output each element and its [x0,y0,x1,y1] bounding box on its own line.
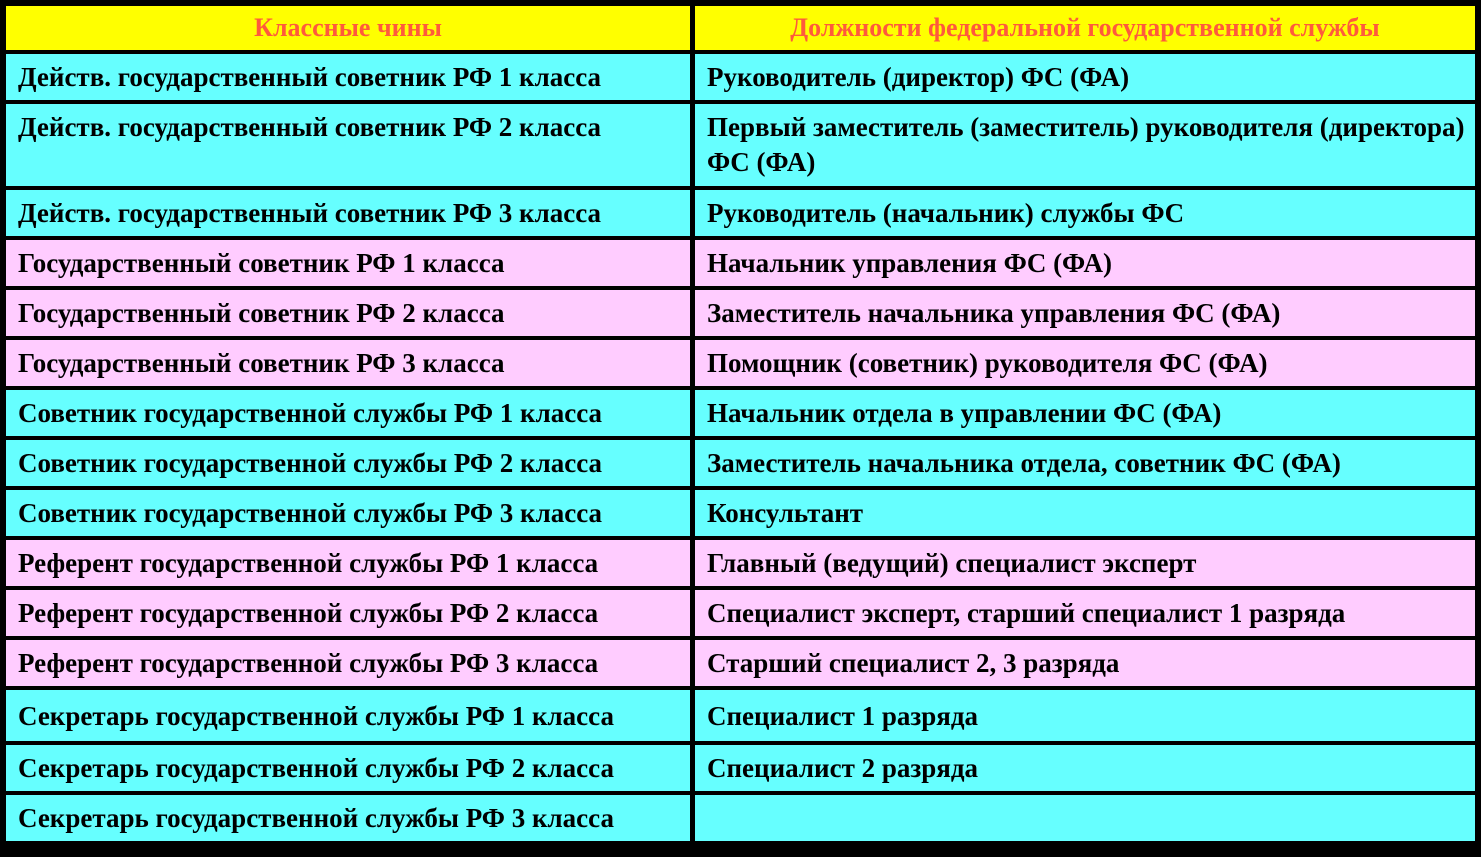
table-row [4,388,1477,438]
rank-cell: Действ. государственный советник РФ 3 класса [4,188,693,238]
rank-cell: Советник государственной службы РФ 1 класса [4,388,693,438]
header-class-ranks: Классные чины [4,4,693,52]
table-row [4,188,1477,238]
position-cell: Специалист 2 разряда [693,743,1477,793]
rank-cell: Действ. государственный советник РФ 2 класса [4,102,693,188]
table-row [4,102,1477,188]
rank-cell: Секретарь государственной службы РФ 2 класса [4,743,693,793]
ranks-table [4,4,1477,843]
position-cell: Помощник (советник) руководителя ФС (ФА) [693,338,1477,388]
table-row [4,688,1477,743]
table-row [4,793,1477,843]
position-cell: Руководитель (директор) ФС (ФА) [693,52,1477,102]
table-row [4,588,1477,638]
rank-cell: Референт государственной службы РФ 3 класса [4,638,693,688]
position-cell: Специалист 1 разряда [693,688,1477,743]
position-cell: Консультант [693,488,1477,538]
position-cell [693,793,1477,843]
rank-cell: Советник государственной службы РФ 2 класса [4,438,693,488]
rank-cell: Секретарь государственной службы РФ 3 класса [4,793,693,843]
table-row [4,52,1477,102]
position-cell: Старший специалист 2, 3 разряда [693,638,1477,688]
table-row [4,638,1477,688]
position-cell: Заместитель начальника управления ФС (ФА) [693,288,1477,338]
position-cell: Начальник управления ФС (ФА) [693,238,1477,288]
rank-cell: Секретарь государственной службы РФ 1 класса [4,688,693,743]
header-positions: Должности федеральной государственной службы [693,4,1477,52]
table-row [4,488,1477,538]
position-cell: Руководитель (начальник) службы ФС [693,188,1477,238]
table-row [4,743,1477,793]
table-header-row [4,4,1477,52]
rank-cell: Государственный советник РФ 2 класса [4,288,693,338]
rank-cell: Референт государственной службы РФ 2 класса [4,588,693,638]
position-cell: Главный (ведущий) специалист эксперт [693,538,1477,588]
table-row [4,238,1477,288]
table-row [4,288,1477,338]
rank-cell: Советник государственной службы РФ 3 класса [4,488,693,538]
rank-cell: Государственный советник РФ 1 класса [4,238,693,288]
position-cell: Начальник отдела в управлении ФС (ФА) [693,388,1477,438]
rank-cell: Государственный советник РФ 3 класса [4,338,693,388]
table-row [4,438,1477,488]
rank-cell: Действ. государственный советник РФ 1 класса [4,52,693,102]
table-row [4,338,1477,388]
position-cell: Первый заместитель (заместитель) руководителя (директора) ФС (ФА) [693,102,1477,188]
rank-cell: Референт государственной службы РФ 1 класса [4,538,693,588]
position-cell: Заместитель начальника отдела, советник ФС (ФА) [693,438,1477,488]
table-row [4,538,1477,588]
table-body [4,52,1477,843]
position-cell: Специалист эксперт, старший специалист 1 разряда [693,588,1477,638]
